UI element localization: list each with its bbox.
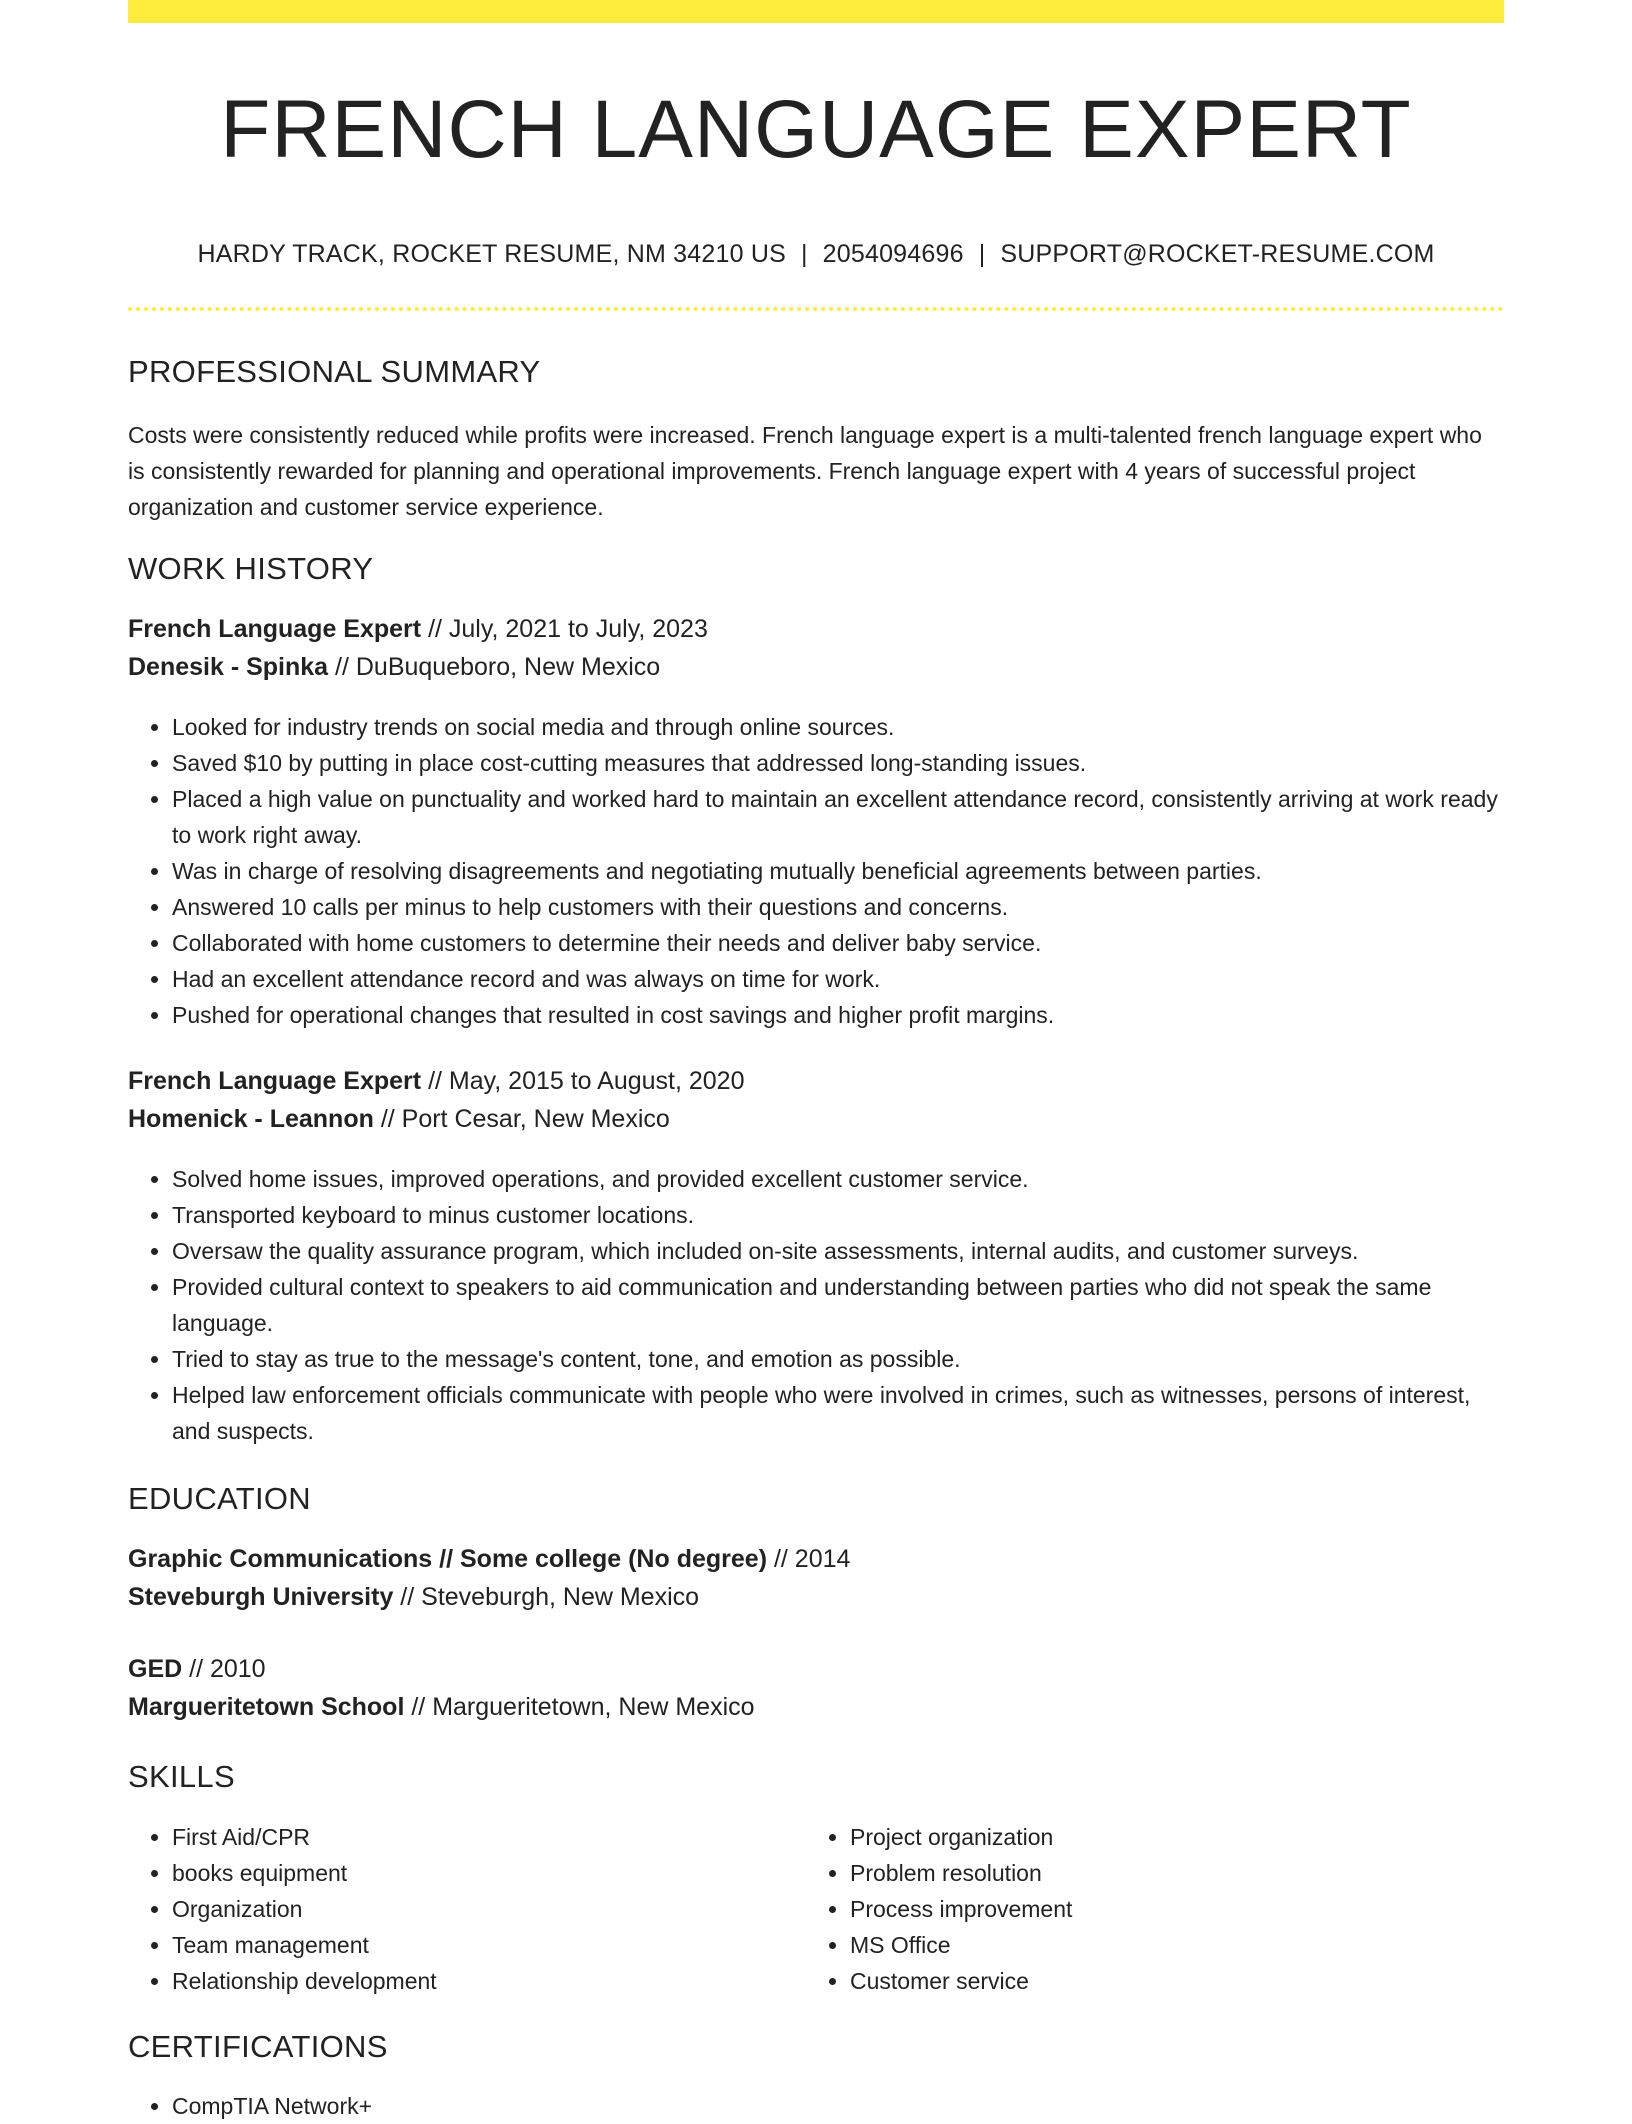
dotted-divider xyxy=(128,307,1504,311)
list-item: • Helped law enforcement officials communicate with people who were involved in crimes, such as witnesses, persons of interest, and suspects. xyxy=(172,1377,1504,1449)
skill-item: • Relationship development xyxy=(172,1963,792,1999)
job-location: // Port Cesar, New Mexico xyxy=(373,1105,670,1133)
education-location: // Steveburgh, New Mexico xyxy=(393,1583,700,1611)
skill-item: • Project organization xyxy=(850,1819,1470,1855)
skill-item: • Customer service xyxy=(850,1963,1470,1999)
job-company-line xyxy=(128,1101,670,1137)
job-location: // DuBuqueboro, New Mexico xyxy=(328,653,661,681)
list-item: • Solved home issues, improved operations, and provided excellent customer service. xyxy=(172,1161,1504,1197)
job-bullets xyxy=(128,1161,1504,1449)
contact-separator: | xyxy=(978,240,986,268)
job-title-line xyxy=(128,611,708,647)
list-item: • Saved $10 by putting in place cost-cutting measures that addressed long-standing issues. xyxy=(172,745,1504,781)
job-company-line xyxy=(128,649,660,685)
list-item: • Transported keyboard to minus customer locations. xyxy=(172,1197,1504,1233)
job-company: Homenick - Leannon xyxy=(128,1105,374,1133)
education-degree: GED xyxy=(128,1655,183,1683)
skill-item: • Problem resolution xyxy=(850,1855,1470,1891)
skill-item: • MS Office xyxy=(850,1927,1470,1963)
education-school-line xyxy=(128,1689,755,1725)
contact-line xyxy=(128,236,1504,272)
section-title-skills: SKILLS xyxy=(128,1759,235,1794)
education-year: // 2010 xyxy=(182,1655,266,1683)
certification-item: • CompTIA Network+ xyxy=(172,2088,1504,2124)
contact-address: HARDY TRACK, ROCKET RESUME, NM 34210 US xyxy=(197,240,786,268)
skills-list-left xyxy=(128,1819,792,1999)
skills-list-right xyxy=(806,1819,1470,1999)
list-item: • Collaborated with home customers to determine their needs and deliver baby service. xyxy=(172,925,1504,961)
job-bullets xyxy=(128,709,1504,1033)
contact-phone: 2054094696 xyxy=(822,240,964,268)
list-item: • Looked for industry trends on social media and through online sources. xyxy=(172,709,1504,745)
accent-top-bar xyxy=(128,0,1504,23)
education-year: // 2014 xyxy=(767,1545,851,1573)
job-title-line xyxy=(128,1063,745,1099)
job-role: French Language Expert xyxy=(128,615,422,643)
skill-item: • Team management xyxy=(172,1927,792,1963)
list-item: • Was in charge of resolving disagreements and negotiating mutually beneficial agreements between parties. xyxy=(172,853,1504,889)
certifications-list xyxy=(128,2088,1504,2124)
contact-email: SUPPORT@ROCKET-RESUME.COM xyxy=(1000,240,1435,268)
section-title-work: WORK HISTORY xyxy=(128,551,374,586)
skill-item: • First Aid/CPR xyxy=(172,1819,792,1855)
job-dates: // May, 2015 to August, 2020 xyxy=(421,1067,745,1095)
list-item: • Oversaw the quality assurance program, which included on-site assessments, internal audits, and customer surveys. xyxy=(172,1233,1504,1269)
list-item: • Answered 10 calls per minus to help customers with their questions and concerns. xyxy=(172,889,1504,925)
list-item: • Pushed for operational changes that resulted in cost savings and higher profit margins. xyxy=(172,997,1504,1033)
education-degree: Graphic Communications // Some college (No degree) xyxy=(128,1545,768,1573)
list-item: • Provided cultural context to speakers to aid communication and understanding between parties who did not speak the same language. xyxy=(172,1269,1504,1341)
resume-name: FRENCH LANGUAGE EXPERT xyxy=(220,84,1412,175)
job-role: French Language Expert xyxy=(128,1067,422,1095)
skill-item: • Process improvement xyxy=(850,1891,1470,1927)
section-title-summary: PROFESSIONAL SUMMARY xyxy=(128,354,541,389)
education-location: // Margueritetown, New Mexico xyxy=(404,1693,755,1721)
skill-item: • Organization xyxy=(172,1891,792,1927)
education-degree-line xyxy=(128,1541,850,1577)
list-item: • Had an excellent attendance record and was always on time for work. xyxy=(172,961,1504,997)
education-school: Steveburgh University xyxy=(128,1583,394,1611)
list-item: • Placed a high value on punctuality and worked hard to maintain an excellent attendance record, consistently arriving at work ready to work right away. xyxy=(172,781,1504,853)
list-item: • Tried to stay as true to the message's content, tone, and emotion as possible. xyxy=(172,1341,1504,1377)
summary-text: Costs were consistently reduced while profits were increased. French language expert is a multi-talented french language expert who is consistently rewarded for planning and operational improvements. French language expert with 4 years of successful project organization and customer service experience. xyxy=(128,422,1482,520)
job-dates: // July, 2021 to July, 2023 xyxy=(421,615,708,643)
job-company: Denesik - Spinka xyxy=(128,653,329,681)
education-school: Margueritetown School xyxy=(128,1693,405,1721)
section-title-education: EDUCATION xyxy=(128,1481,311,1516)
contact-separator: | xyxy=(800,240,808,268)
section-title-certifications: CERTIFICATIONS xyxy=(128,2029,388,2064)
education-school-line xyxy=(128,1579,699,1615)
skill-item: • books equipment xyxy=(172,1855,792,1891)
education-degree-line xyxy=(128,1651,266,1687)
